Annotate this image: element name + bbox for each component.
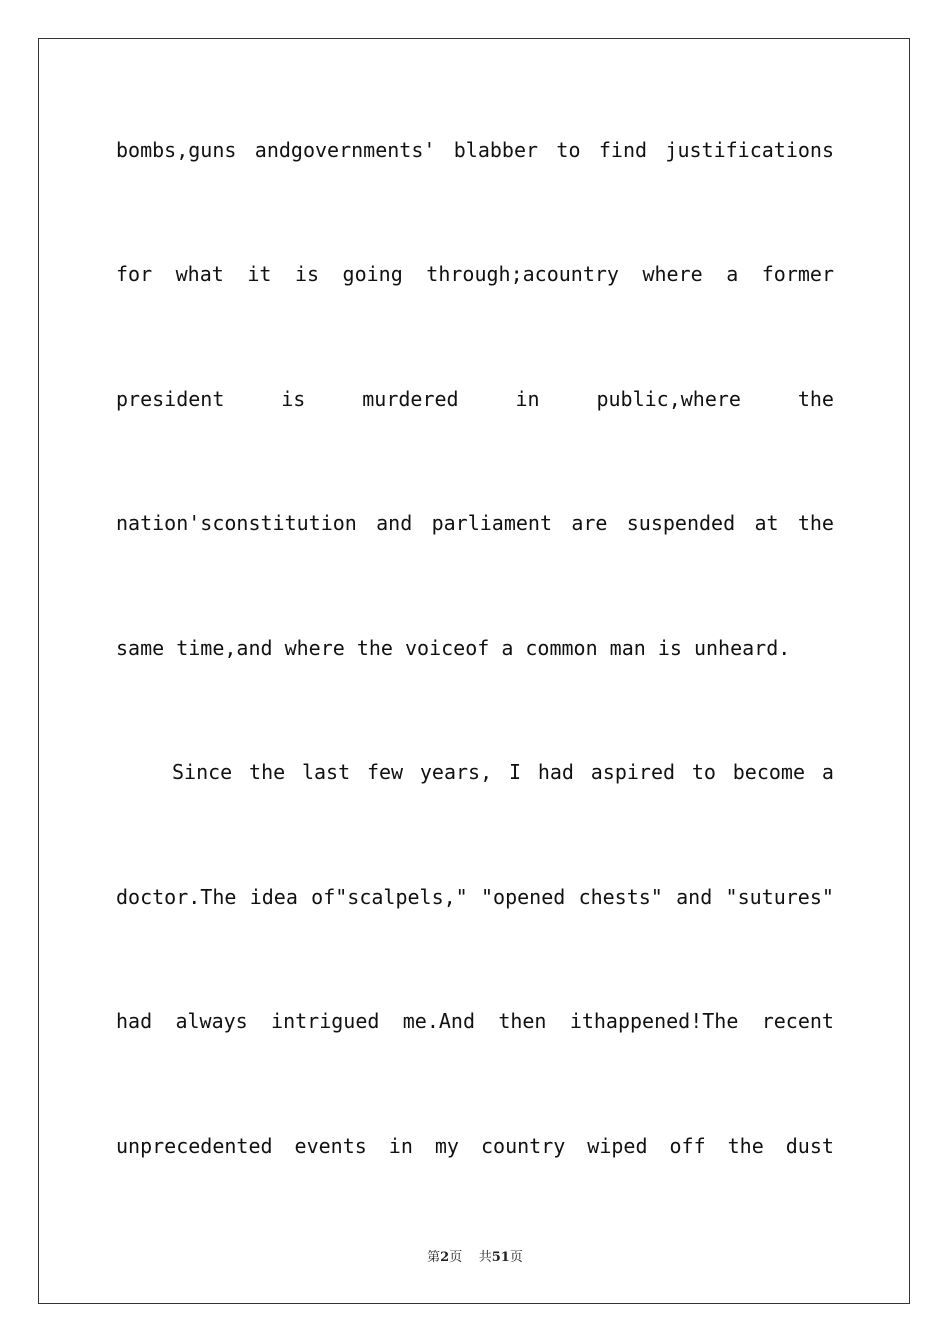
word: become — [732, 760, 806, 784]
word: off — [669, 1134, 706, 1158]
word: in — [388, 1134, 413, 1158]
word: former — [761, 262, 834, 286]
word: is — [281, 387, 306, 411]
word: and — [376, 511, 413, 535]
text-line — [116, 384, 834, 414]
word: recent — [761, 1009, 834, 1033]
word: nation'sconstitution — [116, 511, 357, 535]
word: country — [480, 1134, 566, 1158]
word: events — [294, 1134, 367, 1158]
word: years, — [419, 760, 493, 784]
word: idea — [249, 885, 298, 909]
word: the — [797, 387, 834, 411]
word: doctor.The — [116, 885, 237, 909]
word: for — [116, 262, 153, 286]
word: me.And — [402, 1009, 475, 1033]
word: find — [598, 138, 648, 162]
word: dust — [785, 1134, 834, 1158]
word: are — [571, 511, 608, 535]
word: going — [342, 262, 403, 286]
word: a — [726, 262, 739, 286]
word: unprecedented — [116, 1134, 273, 1158]
word: few — [366, 760, 404, 784]
word: murdered — [362, 387, 459, 411]
word: aspired — [590, 760, 676, 784]
word: ithappened!The — [569, 1009, 739, 1033]
total-prefix: 共 — [478, 1250, 492, 1265]
word: the — [727, 1134, 764, 1158]
page-prefix: 第 — [427, 1250, 441, 1265]
word: "sutures" — [725, 885, 834, 909]
word: my — [434, 1134, 459, 1158]
text-line — [116, 508, 834, 538]
word: chests" — [578, 885, 663, 909]
word: justifications — [665, 138, 834, 162]
word: parliament — [431, 511, 552, 535]
word: blabber — [453, 138, 539, 162]
word: last — [301, 760, 351, 784]
word: public,where — [596, 387, 741, 411]
word: andgovernments' — [254, 138, 436, 162]
text-line — [116, 1006, 834, 1036]
page-suffix: 页 — [449, 1250, 463, 1265]
page-footer — [0, 1246, 950, 1265]
word: wiped — [587, 1134, 648, 1158]
text-line — [116, 135, 834, 165]
text-line — [116, 259, 834, 289]
word: had — [116, 1009, 153, 1033]
word: a — [821, 760, 834, 784]
word: to — [691, 760, 716, 784]
word: president — [116, 387, 225, 411]
paragraph-first-line — [172, 757, 834, 787]
word: the — [797, 511, 834, 535]
word: in — [515, 387, 540, 411]
word: through;acountry — [426, 262, 619, 286]
word: intrigued — [271, 1009, 380, 1033]
text-line-last: same time,and where the voiceof a common man is unheard. — [116, 636, 791, 660]
word: of"scalpels," — [311, 885, 468, 909]
text-line — [116, 882, 834, 912]
text-line — [116, 1131, 834, 1161]
word: it — [247, 262, 272, 286]
word: suspended — [626, 511, 736, 535]
word: the — [249, 760, 286, 784]
word: had — [537, 760, 574, 784]
word: where — [642, 262, 703, 286]
word: I — [508, 760, 521, 784]
page-frame — [38, 38, 910, 1304]
word: then — [498, 1009, 547, 1033]
page-number: 2 — [440, 1250, 450, 1265]
total-suffix: 页 — [509, 1250, 523, 1265]
word: is — [294, 262, 320, 286]
word: Since — [172, 760, 233, 784]
word: and — [676, 885, 713, 909]
word: "opened — [480, 885, 566, 909]
word: at — [754, 511, 779, 535]
word: to — [556, 138, 581, 162]
word: bombs,guns — [116, 138, 237, 162]
total-pages: 51 — [491, 1250, 510, 1265]
word: what — [175, 262, 224, 286]
word: always — [175, 1009, 248, 1033]
